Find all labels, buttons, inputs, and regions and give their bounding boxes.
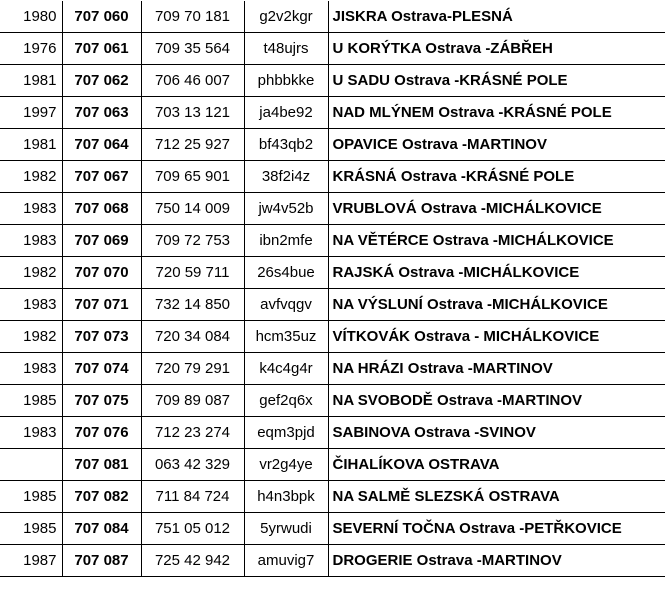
year-cell: 1983 (0, 353, 62, 385)
key-cell: ibn2mfe (244, 225, 328, 257)
code-cell: 707 075 (62, 385, 141, 417)
key-cell: vr2g4ye (244, 449, 328, 481)
year-cell: 1981 (0, 129, 62, 161)
key-cell: eqm3pjd (244, 417, 328, 449)
year-cell (0, 449, 62, 481)
year-cell: 1982 (0, 321, 62, 353)
phone-cell: 751 05 012 (141, 513, 244, 545)
name-cell: NA HRÁZI Ostrava -MARTINOV (328, 353, 665, 385)
name-cell: KRÁSNÁ Ostrava -KRÁSNÉ POLE (328, 161, 665, 193)
year-cell: 1983 (0, 289, 62, 321)
key-cell: t48ujrs (244, 33, 328, 65)
table-row (0, 1, 665, 33)
code-cell: 707 084 (62, 513, 141, 545)
phone-cell: 712 25 927 (141, 129, 244, 161)
phone-cell: 720 59 711 (141, 257, 244, 289)
code-cell: 707 062 (62, 65, 141, 97)
year-cell: 1987 (0, 545, 62, 577)
name-cell: NA SALMĚ SLEZSKÁ OSTRAVA (328, 481, 665, 513)
table-row (0, 289, 665, 321)
key-cell: gef2q6x (244, 385, 328, 417)
code-cell: 707 082 (62, 481, 141, 513)
year-cell: 1982 (0, 257, 62, 289)
code-cell: 707 076 (62, 417, 141, 449)
table-row (0, 513, 665, 545)
key-cell: ja4be92 (244, 97, 328, 129)
code-cell: 707 074 (62, 353, 141, 385)
year-cell: 1985 (0, 481, 62, 513)
phone-cell: 720 34 084 (141, 321, 244, 353)
code-cell: 707 063 (62, 97, 141, 129)
phone-cell: 709 35 564 (141, 33, 244, 65)
phone-cell: 709 72 753 (141, 225, 244, 257)
table-row (0, 161, 665, 193)
code-cell: 707 067 (62, 161, 141, 193)
code-cell: 707 064 (62, 129, 141, 161)
phone-cell: 709 70 181 (141, 1, 244, 33)
key-cell: hcm35uz (244, 321, 328, 353)
name-cell: U SADU Ostrava -KRÁSNÉ POLE (328, 65, 665, 97)
name-cell: NA VĚTÉRCE Ostrava -MICHÁLKOVICE (328, 225, 665, 257)
phone-cell: 720 79 291 (141, 353, 244, 385)
table-row (0, 385, 665, 417)
key-cell: 38f2i4z (244, 161, 328, 193)
phone-cell: 732 14 850 (141, 289, 244, 321)
key-cell: 26s4bue (244, 257, 328, 289)
phone-cell: 712 23 274 (141, 417, 244, 449)
table-body (0, 1, 665, 577)
key-cell: bf43qb2 (244, 129, 328, 161)
table-row (0, 417, 665, 449)
code-cell: 707 081 (62, 449, 141, 481)
name-cell: NA VÝSLUNÍ Ostrava -MICHÁLKOVICE (328, 289, 665, 321)
table-row (0, 353, 665, 385)
phone-cell: 709 65 901 (141, 161, 244, 193)
year-cell: 1985 (0, 385, 62, 417)
table-row (0, 97, 665, 129)
table-row (0, 481, 665, 513)
name-cell: OPAVICE Ostrava -MARTINOV (328, 129, 665, 161)
code-cell: 707 061 (62, 33, 141, 65)
phone-cell: 706 46 007 (141, 65, 244, 97)
year-cell: 1983 (0, 193, 62, 225)
table-row (0, 321, 665, 353)
name-cell: DROGERIE Ostrava -MARTINOV (328, 545, 665, 577)
name-cell: NAD MLÝNEM Ostrava -KRÁSNÉ POLE (328, 97, 665, 129)
table-row (0, 193, 665, 225)
phone-cell: 063 42 329 (141, 449, 244, 481)
key-cell: k4c4g4r (244, 353, 328, 385)
phone-cell: 709 89 087 (141, 385, 244, 417)
key-cell: g2v2kgr (244, 1, 328, 33)
year-cell: 1976 (0, 33, 62, 65)
code-cell: 707 068 (62, 193, 141, 225)
year-cell: 1982 (0, 161, 62, 193)
phone-cell: 725 42 942 (141, 545, 244, 577)
code-cell: 707 073 (62, 321, 141, 353)
key-cell: h4n3bpk (244, 481, 328, 513)
table-row (0, 257, 665, 289)
key-cell: phbbkke (244, 65, 328, 97)
name-cell: NA SVOBODĚ Ostrava -MARTINOV (328, 385, 665, 417)
year-cell: 1981 (0, 65, 62, 97)
name-cell: RAJSKÁ Ostrava -MICHÁLKOVICE (328, 257, 665, 289)
name-cell: VÍTKOVÁK Ostrava - MICHÁLKOVICE (328, 321, 665, 353)
year-cell: 1983 (0, 417, 62, 449)
code-cell: 707 069 (62, 225, 141, 257)
data-table (0, 1, 665, 577)
year-cell: 1997 (0, 97, 62, 129)
name-cell: SABINOVA Ostrava -SVINOV (328, 417, 665, 449)
name-cell: ČIHALÍKOVA OSTRAVA (328, 449, 665, 481)
code-cell: 707 060 (62, 1, 141, 33)
name-cell: JISKRA Ostrava-PLESNÁ (328, 1, 665, 33)
name-cell: U KORÝTKA Ostrava -ZÁBŘEH (328, 33, 665, 65)
table-row (0, 545, 665, 577)
table-row (0, 225, 665, 257)
year-cell: 1980 (0, 1, 62, 33)
year-cell: 1983 (0, 225, 62, 257)
code-cell: 707 070 (62, 257, 141, 289)
name-cell: VRUBLOVÁ Ostrava -MICHÁLKOVICE (328, 193, 665, 225)
table-row (0, 449, 665, 481)
name-cell: SEVERNÍ TOČNA Ostrava -PETŘKOVICE (328, 513, 665, 545)
key-cell: amuvig7 (244, 545, 328, 577)
key-cell: 5yrwudi (244, 513, 328, 545)
table-row (0, 129, 665, 161)
year-cell: 1985 (0, 513, 62, 545)
key-cell: avfvqgv (244, 289, 328, 321)
phone-cell: 711 84 724 (141, 481, 244, 513)
phone-cell: 703 13 121 (141, 97, 244, 129)
phone-cell: 750 14 009 (141, 193, 244, 225)
key-cell: jw4v52b (244, 193, 328, 225)
code-cell: 707 071 (62, 289, 141, 321)
code-cell: 707 087 (62, 545, 141, 577)
table-row (0, 65, 665, 97)
table-row (0, 33, 665, 65)
